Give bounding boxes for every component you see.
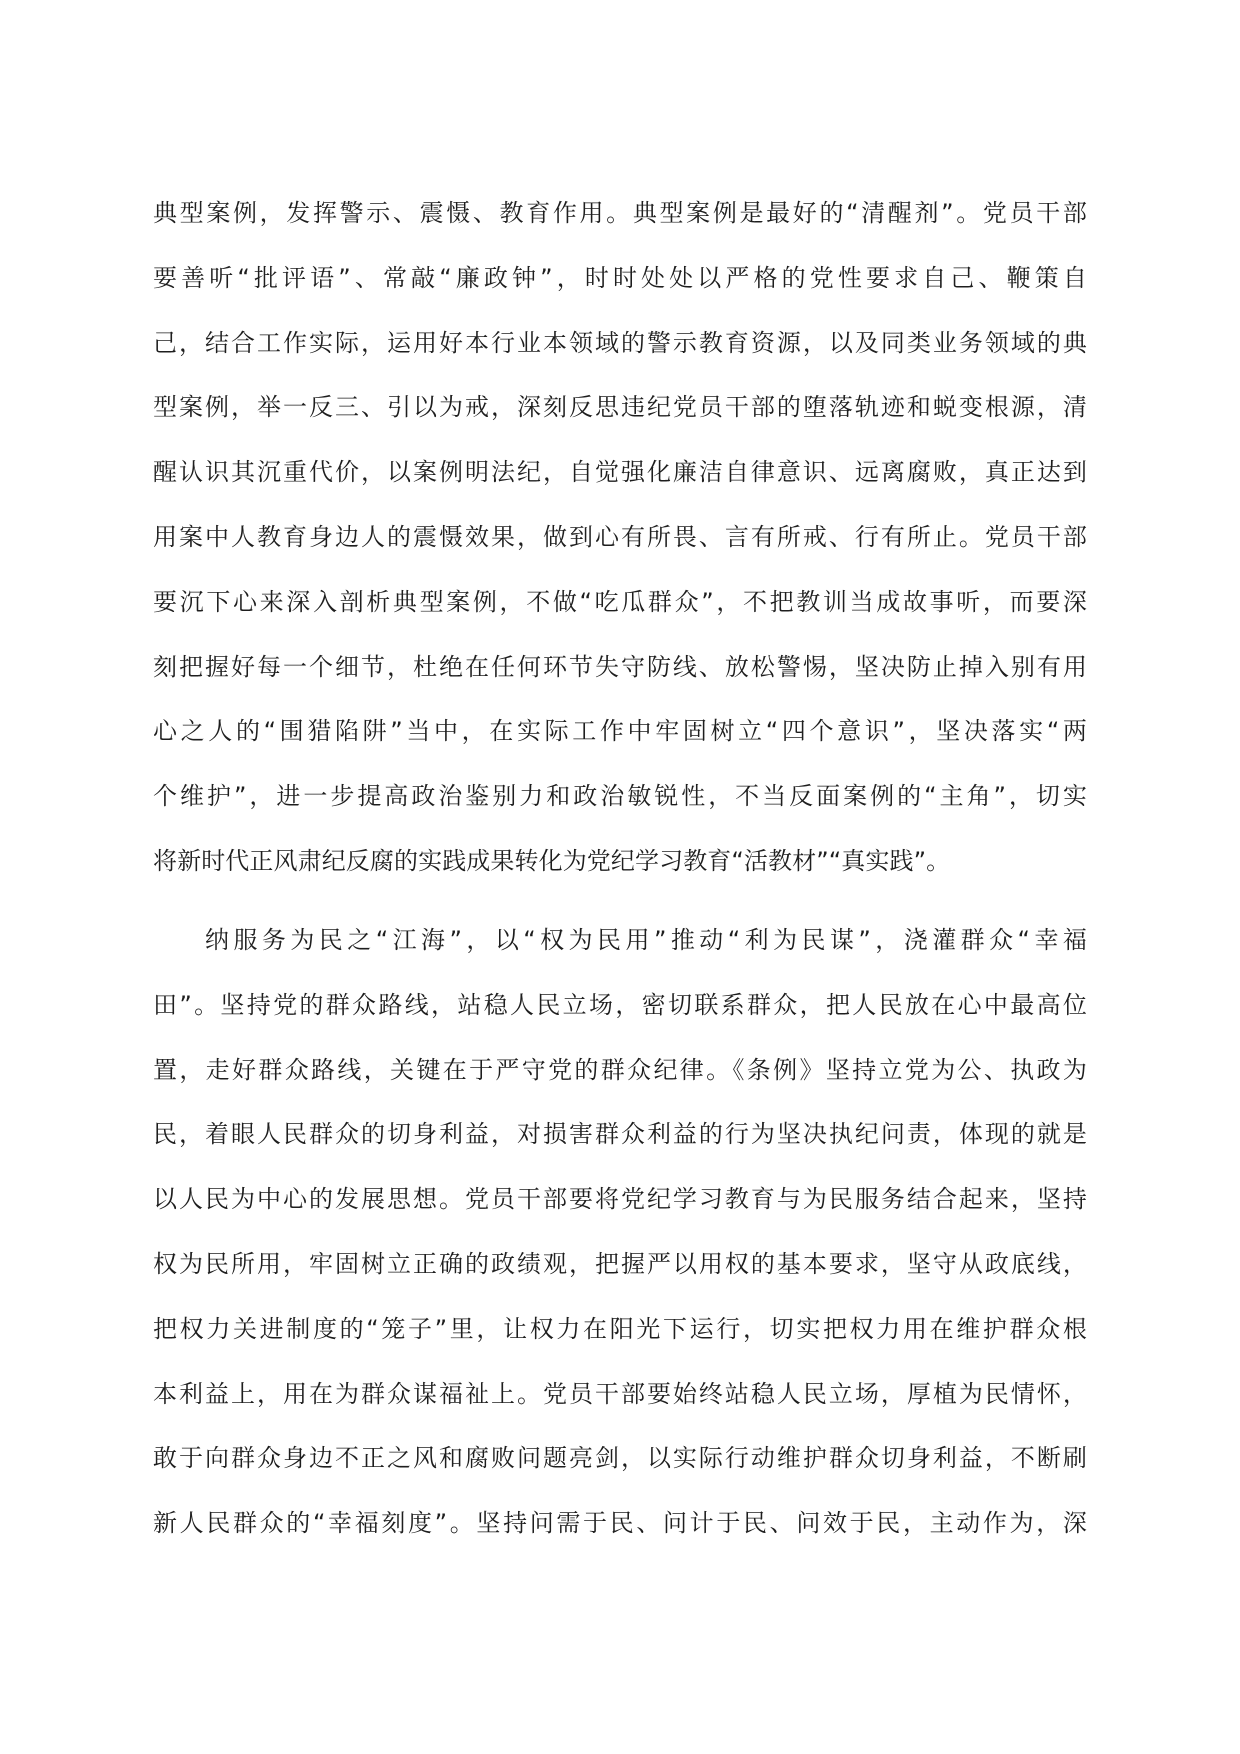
paragraph-line: 把权力关进制度的“笼子”里，让权力在阳光下运行，切实把权力用在维护群众根 [153, 1314, 1087, 1343]
paragraph-line: 要沉下心来深入剖析典型案例，不做“吃瓜群众”，不把教训当成故事听，而要深 [153, 587, 1087, 616]
paragraph-line: 置，走好群众路线，关键在于严守党的群众纪律。《条例》坚持立党为公、执政为 [153, 1055, 1087, 1084]
paragraph-1 [153, 181, 1087, 894]
paragraph-line: 己，结合工作实际，运用好本行业本领域的警示教育资源，以及同类业务领域的典 [153, 328, 1087, 357]
paragraph-line: 醒认识其沉重代价，以案例明法纪，自觉强化廉洁自律意识、远离腐败，真正达到 [153, 458, 1087, 487]
paragraph-line: 要善听“批评语”、常敲“廉政钟”，时时处处以严格的党性要求自己、鞭策自 [153, 263, 1087, 292]
paragraph-line: 权为民所用，牢固树立正确的政绩观，把握严以用权的基本要求，坚守从政底线， [153, 1249, 1087, 1278]
paragraph-line: 个维护”，进一步提高政治鉴别力和政治敏锐性，不当反面案例的“主角”，切实 [153, 782, 1087, 811]
paragraph-line: 本利益上，用在为群众谋福祉上。党员干部要始终站稳人民立场，厚植为民情怀， [153, 1379, 1087, 1408]
paragraph-line: 田”。坚持党的群众路线，站稳人民立场，密切联系群众，把人民放在心中最高位 [153, 990, 1087, 1019]
paragraph-line: 典型案例，发挥警示、震慑、教育作用。典型案例是最好的“清醒剂”。党员干部 [153, 199, 1087, 227]
paragraph-line: 心之人的“围猎陷阱”当中，在实际工作中牢固树立“四个意识”，坚决落实“两 [153, 717, 1087, 746]
paragraph-line: 刻把握好每一个细节，杜绝在任何环节失守防线、放松警惕，坚决防止掉入别有用 [153, 652, 1087, 681]
paragraph-2 [153, 908, 1087, 1556]
paragraph-line: 民，着眼人民群众的切身利益，对损害群众利益的行为坚决执纪问责，体现的就是 [153, 1120, 1087, 1149]
paragraph-line: 型案例，举一反三、引以为戒，深刻反思违纪党员干部的堕落轨迹和蜕变根源，清 [153, 393, 1087, 422]
paragraph-line: 新人民群众的“幸福刻度”。坚持问需于民、问计于民、问效于民，主动作为，深 [153, 1509, 1087, 1538]
paragraph-line: 将新时代正风肃纪反腐的实践成果转化为党纪学习教育“活教材”“真实践”。 [153, 846, 951, 875]
paragraph-line: 以人民为中心的发展思想。党员干部要将党纪学习教育与为民服务结合起来，坚持 [153, 1185, 1087, 1214]
paragraph-line: 用案中人教育身边人的震慑效果，做到心有所畏、言有所戒、行有所止。党员干部 [153, 522, 1087, 551]
paragraph-line: 纳服务为民之“江海”，以“权为民用”推动“利为民谋”，浇灌群众“幸福 [205, 926, 1087, 954]
paragraph-line: 敢于向群众身边不正之风和腐败问题亮剑，以实际行动维护群众切身利益，不断刷 [153, 1444, 1087, 1473]
